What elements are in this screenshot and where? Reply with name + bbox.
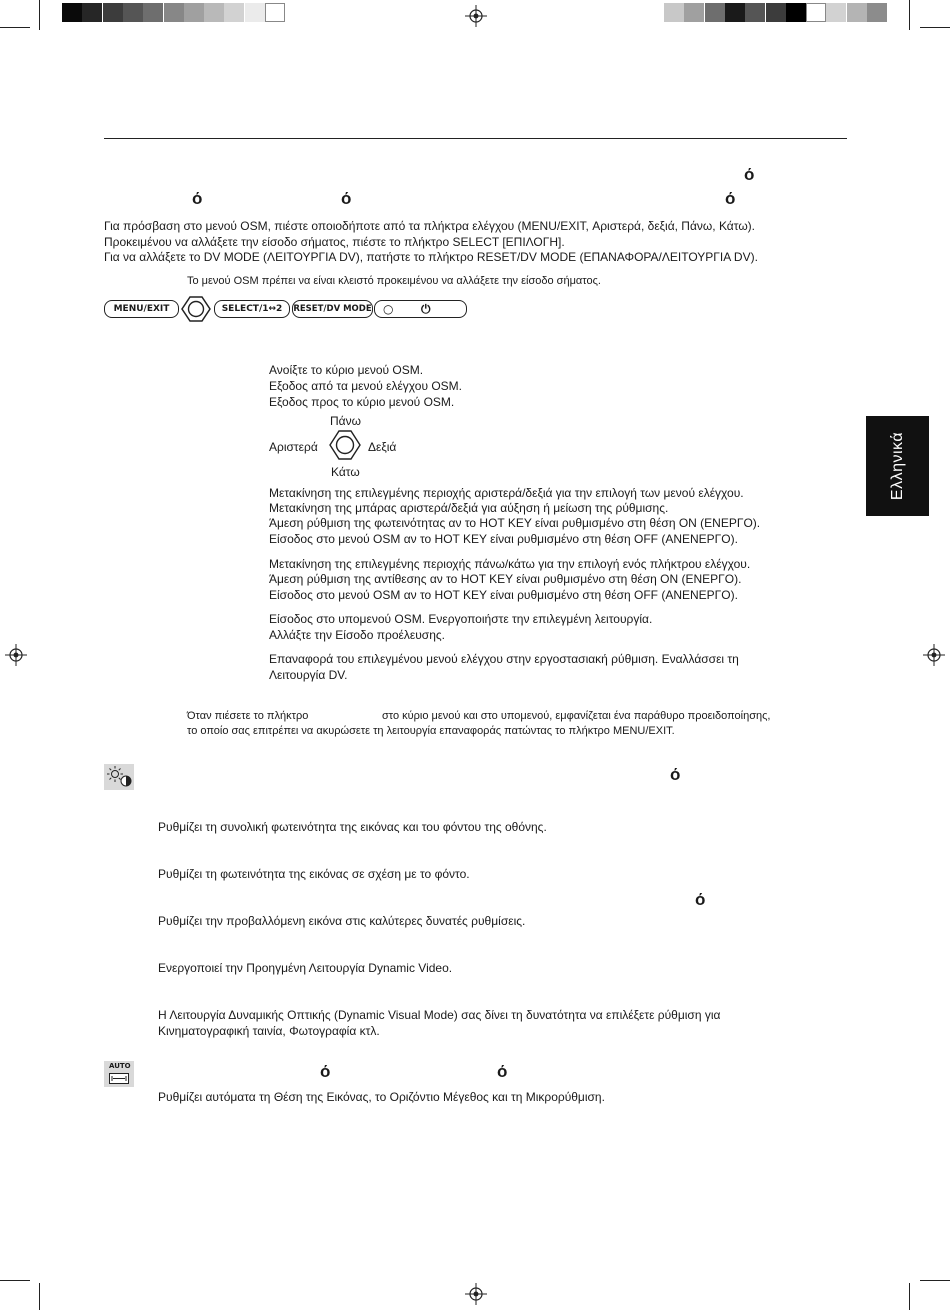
crop-mark [920,1280,950,1281]
menu-exit-button[interactable]: MENU/EXIT [104,300,179,318]
heading-mark: ό [744,165,755,184]
heading-mark: ό [341,189,352,208]
auto-adjust-desc: Ρυθμίζει αυτόματα τη Θέση της Εικόνας, το Οριζόντιο Μέγεθος και τη Μικρορύθμιση. [158,1090,605,1104]
circle-button[interactable]: ○ [383,302,394,316]
control-button-bar [104,300,468,318]
left-right-desc: Είσοδος στο μενού OSM αν το HOT KEY είναι ρυθμισμένο στη θέση OFF (ΑΝΕΝΕΡΓΟ). [269,532,738,546]
reset-desc: Λειτουργία DV. [269,668,348,682]
auto-contrast-desc: Ρυθμίζει την προβαλλόμενη εικόνα στις καλύτερες δυνατές ρυθμίσεις. [158,914,526,928]
header-rule [104,138,847,139]
calibration-swatch [684,3,704,22]
language-tab [866,416,929,516]
heading-mark: ό [725,189,736,208]
registration-mark-icon [465,5,487,27]
left-right-desc: Μετακίνηση της μπάρας αριστερά/δεξιά για αύξηση ή μείωση της ρύθμισης. [269,501,669,515]
calibration-swatch [62,3,82,22]
calibration-swatch [847,3,867,22]
calibration-swatch [766,3,786,22]
select-button[interactable]: SELECT/1↔2 [214,300,290,318]
calibration-swatch [143,3,163,22]
heading-mark: ό [695,890,706,909]
reset-desc: Επαναφορά του επιλεγμένου μενού ελέγχου στην εργοστασιακή ρύθμιση. Εναλλάσσει τη [269,652,739,666]
registration-mark-icon [923,644,945,666]
brightness-desc: Ρυθμίζει τη συνολική φωτεινότητα της εικόνας και του φόντου της οθόνης. [158,820,547,834]
calibration-swatch [184,3,204,22]
dynamic-video-desc: Ενεργοποιεί την Προηγμένη Λειτουργία Dynamic Video. [158,961,453,975]
intro-line: Για να αλλάξετε το DV MODE (ΛΕΙΤΟΥΡΓΙΑ DV), πατήστε το πλήκτρο RESET/DV MODE (ΕΠΑΝΑΦΟΡΑ/ΛΕΙΤΟΥΡΓΙΑ DV). [104,250,758,264]
crop-mark [920,27,950,28]
intro-line: Προκειμένου να αλλάξετε την είσοδο σήματος, πιέστε το πλήκτρο SELECT [ΕΠΙΛΟΓΗ]. [104,235,565,249]
registration-mark-icon [5,644,27,666]
crop-mark [39,0,40,30]
calibration-swatch [664,3,684,22]
dvm-desc: Η Λειτουργία Δυναμικής Οπτικής (Dynamic Visual Mode) σας δίνει τη δυνατότητα να επιλέξετε ρύθμιση για [158,1008,721,1022]
calibration-swatch [745,3,765,22]
reset-note: Όταν πιέσετε το πλήκτρο [187,710,309,722]
power-button-group [374,300,467,318]
select-desc: Είσοδος στο υπομενού OSM. Ενεργοποιήστε την επιλεγμένη λειτουργία. [269,612,653,626]
calibration-swatch [245,3,265,22]
crop-mark [0,1280,30,1281]
intro-line: Για πρόσβαση στο μενού OSM, πιέστε οποιοδήποτε από τα πλήκτρα ελέγχου (MENU/EXIT, Αριστερά, δεξιά, Πάνω, Κάτω). [104,219,756,233]
right-label: Δεξιά [368,440,397,454]
crop-mark [39,1283,40,1310]
calibration-swatch [265,3,285,22]
dvm-desc: Κινηματογραφική ταινία, Φωτογραφία κτλ. [158,1024,380,1038]
auto-adjust-icon [104,1061,134,1087]
menu-exit-desc: Ανοίξτε το κύριο μενού OSM. [269,363,424,377]
crop-mark [909,1283,910,1310]
direction-pad-icon[interactable] [181,296,211,322]
intro-note: Το μενού OSM πρέπει να είναι κλειστό προκειμένου να αλλάξετε την είσοδο σήματος. [187,275,601,287]
menu-exit-desc: Εξοδος προς το κύριο μενού OSM. [269,395,455,409]
registration-mark-icon [465,1283,487,1305]
calibration-swatch [826,3,846,22]
reset-dv-mode-button[interactable]: RESET/DV MODE [292,300,373,318]
select-desc: Αλλάξτε την Είσοδο προέλευσης. [269,628,445,642]
calibration-swatch [204,3,224,22]
heading-mark: ό [192,189,203,208]
crop-mark [909,0,910,30]
crop-mark [0,27,30,28]
calibration-swatch [725,3,745,22]
contrast-desc: Ρυθμίζει τη φωτεινότητα της εικόνας σε σχέση με το φόντο. [158,867,470,881]
heading-mark: ό [497,1062,508,1081]
calibration-swatch [806,3,826,22]
calibration-swatch [867,3,887,22]
calibration-swatch [164,3,184,22]
menu-exit-desc: Εξοδος από τα μενού ελέγχου OSM. [269,379,463,393]
heading-mark: ό [670,765,681,784]
auto-icon-label: AUTO [109,1062,131,1070]
direction-pad-icon [329,430,361,460]
left-label: Αριστερά [269,440,318,454]
brightness-contrast-icon [104,764,134,790]
heading-mark: ό [320,1062,331,1081]
up-down-desc: Άμεση ρύθμιση της αντίθεσης αν το HOT KEY είναι ρυθμισμένο στη θέση ON (ΕΝΕΡΓΟ). [269,572,742,586]
calibration-swatch [123,3,143,22]
down-label: Κάτω [331,465,360,479]
calibration-swatch [786,3,806,22]
reset-note: το οποίο σας επιτρέπει να ακυρώσετε τη λειτουργία επαναφοράς πατώντας το πλήκτρο MENU/EXIT. [187,725,675,737]
up-down-desc: Είσοδος στο μενού OSM αν το HOT KEY είναι ρυθμισμένο στη θέση OFF (ΑΝΕΝΕΡΓΟ). [269,588,738,602]
language-tab-label: Ελληνικά [888,431,906,501]
up-down-desc: Μετακίνηση της επιλεγμένης περιοχής πάνω/κάτω για την επιλογή ενός πλήκτρου ελέγχου. [269,557,751,571]
power-icon[interactable]: ⏻ [421,302,431,316]
calibration-swatch [82,3,102,22]
left-right-desc: Μετακίνηση της επιλεγμένης περιοχής αριστερά/δεξιά για την επιλογή των μενού ελέγχου. [269,486,744,500]
calibration-swatch [705,3,725,22]
calibration-swatch [224,3,244,22]
reset-note: στο κύριο μενού και στο υπομενού, εμφανίζεται ένα παράθυρο προειδοποίησης, [382,710,771,722]
up-label: Πάνω [330,414,361,428]
left-right-desc: Άμεση ρύθμιση της φωτεινότητας αν το HOT KEY είναι ρυθμισμένο στη θέση ON (ΕΝΕΡΓΟ). [269,516,761,530]
calibration-swatch [103,3,123,22]
